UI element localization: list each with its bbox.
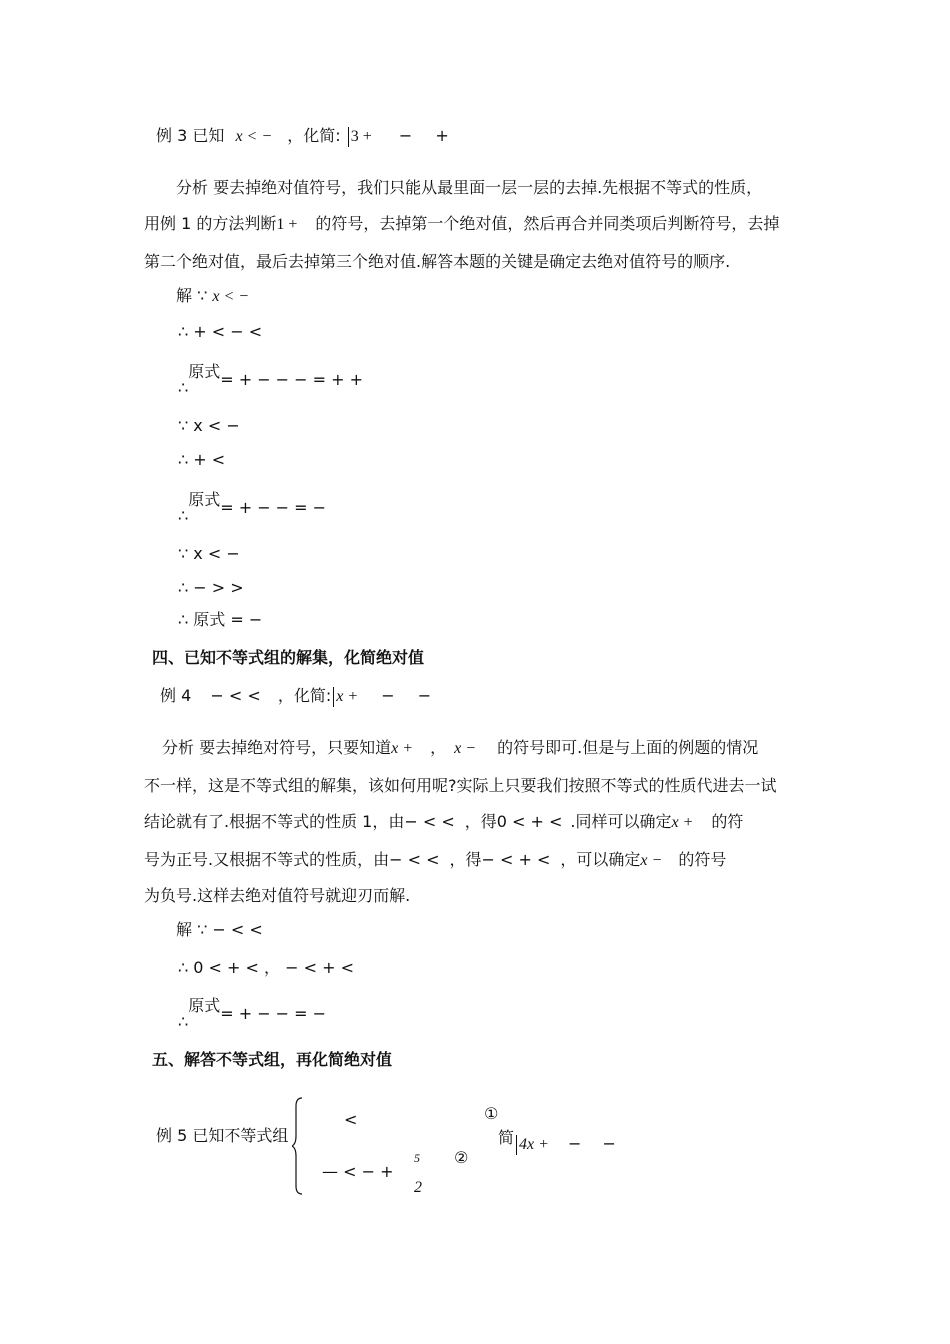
ex4-simplify-label: ，化简: [277,686,332,705]
ex4-step: ∴ 0 < + < ， − < + < [178,958,354,977]
ex3-step: ∴ + < [178,450,226,469]
ex4-analysis-line [144,812,743,833]
ex4-analysis-line [144,850,726,871]
original-expression-label: 原式 [188,996,221,1015]
ex4-analysis-text: .同样可以确定 [570,812,672,831]
section-4-title: 四、已知不等式组的解集，化简绝对值 [152,648,425,667]
ex5-expression [514,1134,616,1155]
abs-bar [333,687,334,707]
ex3-step-math: = + − − = − [220,498,327,517]
ex4-analysis-line: 为负号.这样去绝对值符号就迎刃而解. [144,886,411,905]
ex4-label: 例 4 [160,686,192,705]
ex3-expression-part: − [398,126,413,145]
ex3-step: ∴ 原式 = − [178,610,263,629]
ex4-analysis-text: 号为正号.又根据不等式的性质，由 [144,850,390,869]
ex5-inequality-1: < [344,1110,358,1129]
ex3-step: ∴原式= + − − = − [178,490,327,525]
ex4-analysis-text: 的符号即可.但是与上面的例题的情况 [497,738,759,757]
ex4-analysis-math: x − [454,740,477,757]
ex4-condition: − < < [210,686,261,705]
fraction-denominator: 2 [414,1179,422,1196]
ex5-inequality-2: — < − + [322,1162,394,1181]
ex5-expression-main: 4x + [519,1136,549,1153]
ex4-step: ∴原式= + − − = − [178,996,327,1031]
ex3-step: ∵ x < − [178,544,240,563]
ex4-expression: x + [336,688,359,705]
ex4-analysis-math: − < + < [481,850,551,869]
ex3-step-math: = + − − − = + + [220,370,364,389]
ex3-analysis-text: 用例 1 的方法判断 [144,214,277,233]
ex4-expression-part: − [417,686,432,705]
ex3-label: 例 3 已知 [156,126,225,145]
ex3-analysis-line: 第二个绝对值，最后去掉第三个绝对值.解答本题的关键是确定去绝对值符号的顺序. [144,252,731,271]
ex3-step: ∴原式= + − − − = + + [178,362,364,397]
abs-bar [348,127,349,147]
circled-two: ② [454,1148,469,1167]
solution-label: 解 ∵ [176,920,208,939]
ex4-analysis-math: x + [391,740,413,757]
ex3-solution-head [176,286,249,307]
ex4-solution-head [176,920,263,940]
ex3-analysis-text: 的符号，去掉第一个绝对值，然后再合并同类项后判断符号，去掉 [315,214,780,233]
ex4-solution-condition: − < < [212,920,263,939]
ex5-label: 例 5 已知不等式组 [156,1126,289,1145]
ex4-analysis-math: x − [640,852,663,869]
ex4-title [160,686,431,707]
ex4-analysis-math: − < < [389,850,440,869]
ex4-analysis-text: 的符号 [678,850,727,869]
ex4-analysis-text: ，得 [464,812,497,831]
ex4-analysis-math: − < < [404,812,455,831]
ex3-expression-part: + [435,126,449,145]
ex3-step: ∵ x < − [178,416,240,435]
section-5-title: 五、解答不等式组，再化简绝对值 [152,1050,393,1069]
ex5-expression-part: − [568,1134,582,1153]
ex4-analysis-line: 分析 要去掉绝对符号，只要知道x + ， x − 的符号即可.但是与上面的例题的情况 [162,738,759,757]
ex3-simplify-label: ，化简: [287,126,341,145]
ex4-analysis-text: 的符 [711,812,744,831]
ex3-solution-condition: x < − [212,288,250,305]
ex3-analysis-line: 分析 要去掉绝对值符号，我们只能从最里面一层一层的去掉.先根据不等式的性质， [176,178,763,197]
ex3-step: ∴ + < − < [178,322,263,341]
ex3-expression: 3 + [350,128,372,145]
ex3-condition: x < − [235,128,273,145]
ex4-analysis-line: 不一样，这是不等式组的解集，该如何用呢?实际上只要我们按照不等式的性质代进去一试 [144,776,777,795]
original-expression-label: 原式 [188,362,221,381]
ex3-analysis-math: 1 + [276,216,298,233]
ex5-expression-part: − [602,1134,616,1153]
left-brace-icon [292,1096,306,1196]
ex4-analysis-math: x + [671,814,694,831]
solution-label: 解 ∵ [176,286,208,305]
ex3-step: ∴ − > > [178,578,244,597]
ex3-analysis-line [144,214,779,235]
circled-one: ① [484,1104,499,1123]
ex4-analysis-text: ，可以确定 [560,850,641,869]
ex4-expression-part: − [381,686,395,705]
ex5-simplify-char: 简 [498,1128,515,1147]
ex4-analysis-text: 结论就有了.根据不等式的性质 1，由 [144,812,405,831]
ex3-title [156,126,449,147]
ex4-analysis-text: ，得 [449,850,482,869]
ex4-step-math: = + − − = − [220,1004,327,1023]
fraction-numerator: 5 [414,1151,420,1165]
abs-bar [516,1135,517,1155]
ex4-analysis-math: 0 < + < [496,812,563,831]
ex4-analysis-text: 分析 要去掉绝对符号，只要知道 [162,738,392,757]
original-expression-label: 原式 [188,490,221,509]
